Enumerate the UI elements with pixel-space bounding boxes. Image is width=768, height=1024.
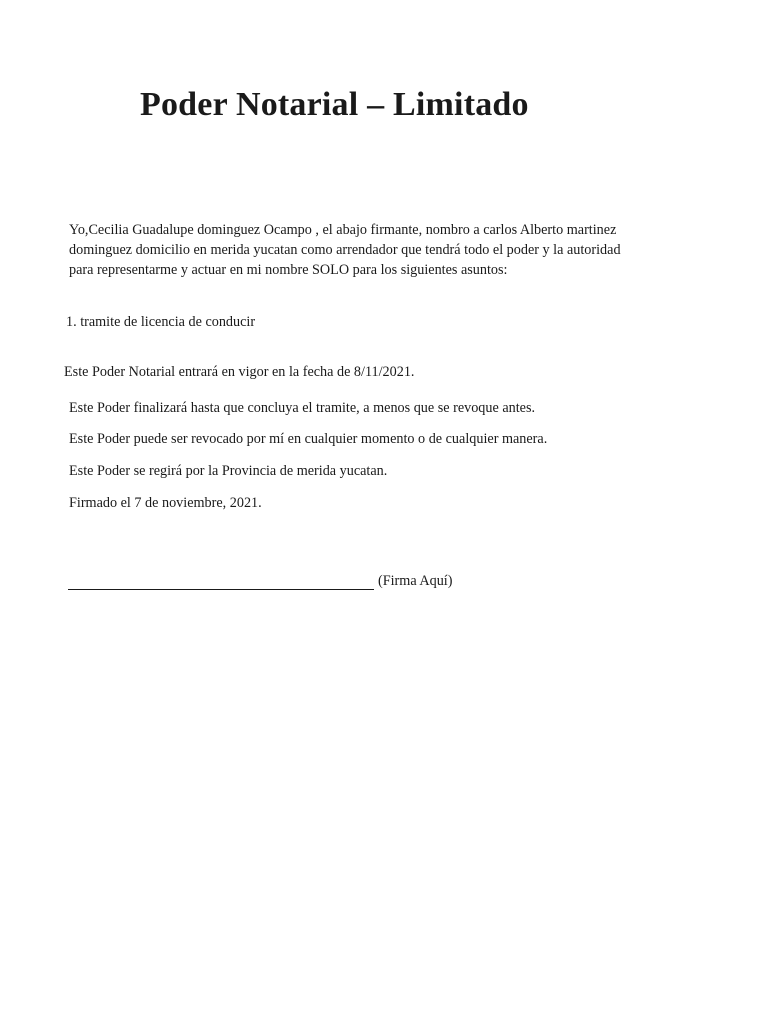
- end-clause: Este Poder finalizará hasta que concluya el tramite, a menos que se revoque antes.: [69, 400, 536, 416]
- document-title: Poder Notarial – Limitado: [140, 86, 529, 123]
- signature-block: [68, 573, 452, 590]
- list-item-1-text: 1. tramite de licencia de conducir: [66, 314, 256, 330]
- signed-date: Firmado el 7 de noviembre, 2021.: [69, 495, 262, 511]
- intro-line: dominguez domicilio en merida yucatan como arrendador que tendrá todo el poder y la autoridad: [69, 242, 621, 258]
- intro-line: para representarme y actuar en mi nombre SOLO para los siguientes asuntos:: [69, 262, 508, 278]
- effective-date-clause: Este Poder Notarial entrará en vigor en la fecha de 8/11/2021.: [64, 364, 415, 380]
- intro-paragraph: [69, 220, 709, 280]
- signature-line: [68, 574, 374, 590]
- list-item-1: [66, 314, 255, 331]
- revocation-clause: Este Poder puede ser revocado por mí en cualquier momento o de cualquier manera.: [69, 431, 548, 447]
- governing-clause: Este Poder se regirá por la Provincia de merida yucatan.: [69, 463, 388, 479]
- signature-label: (Firma Aquí): [378, 573, 453, 589]
- intro-line: Yo,Cecilia Guadalupe dominguez Ocampo , el abajo firmante, nombro a carlos Alberto martinez: [69, 222, 617, 238]
